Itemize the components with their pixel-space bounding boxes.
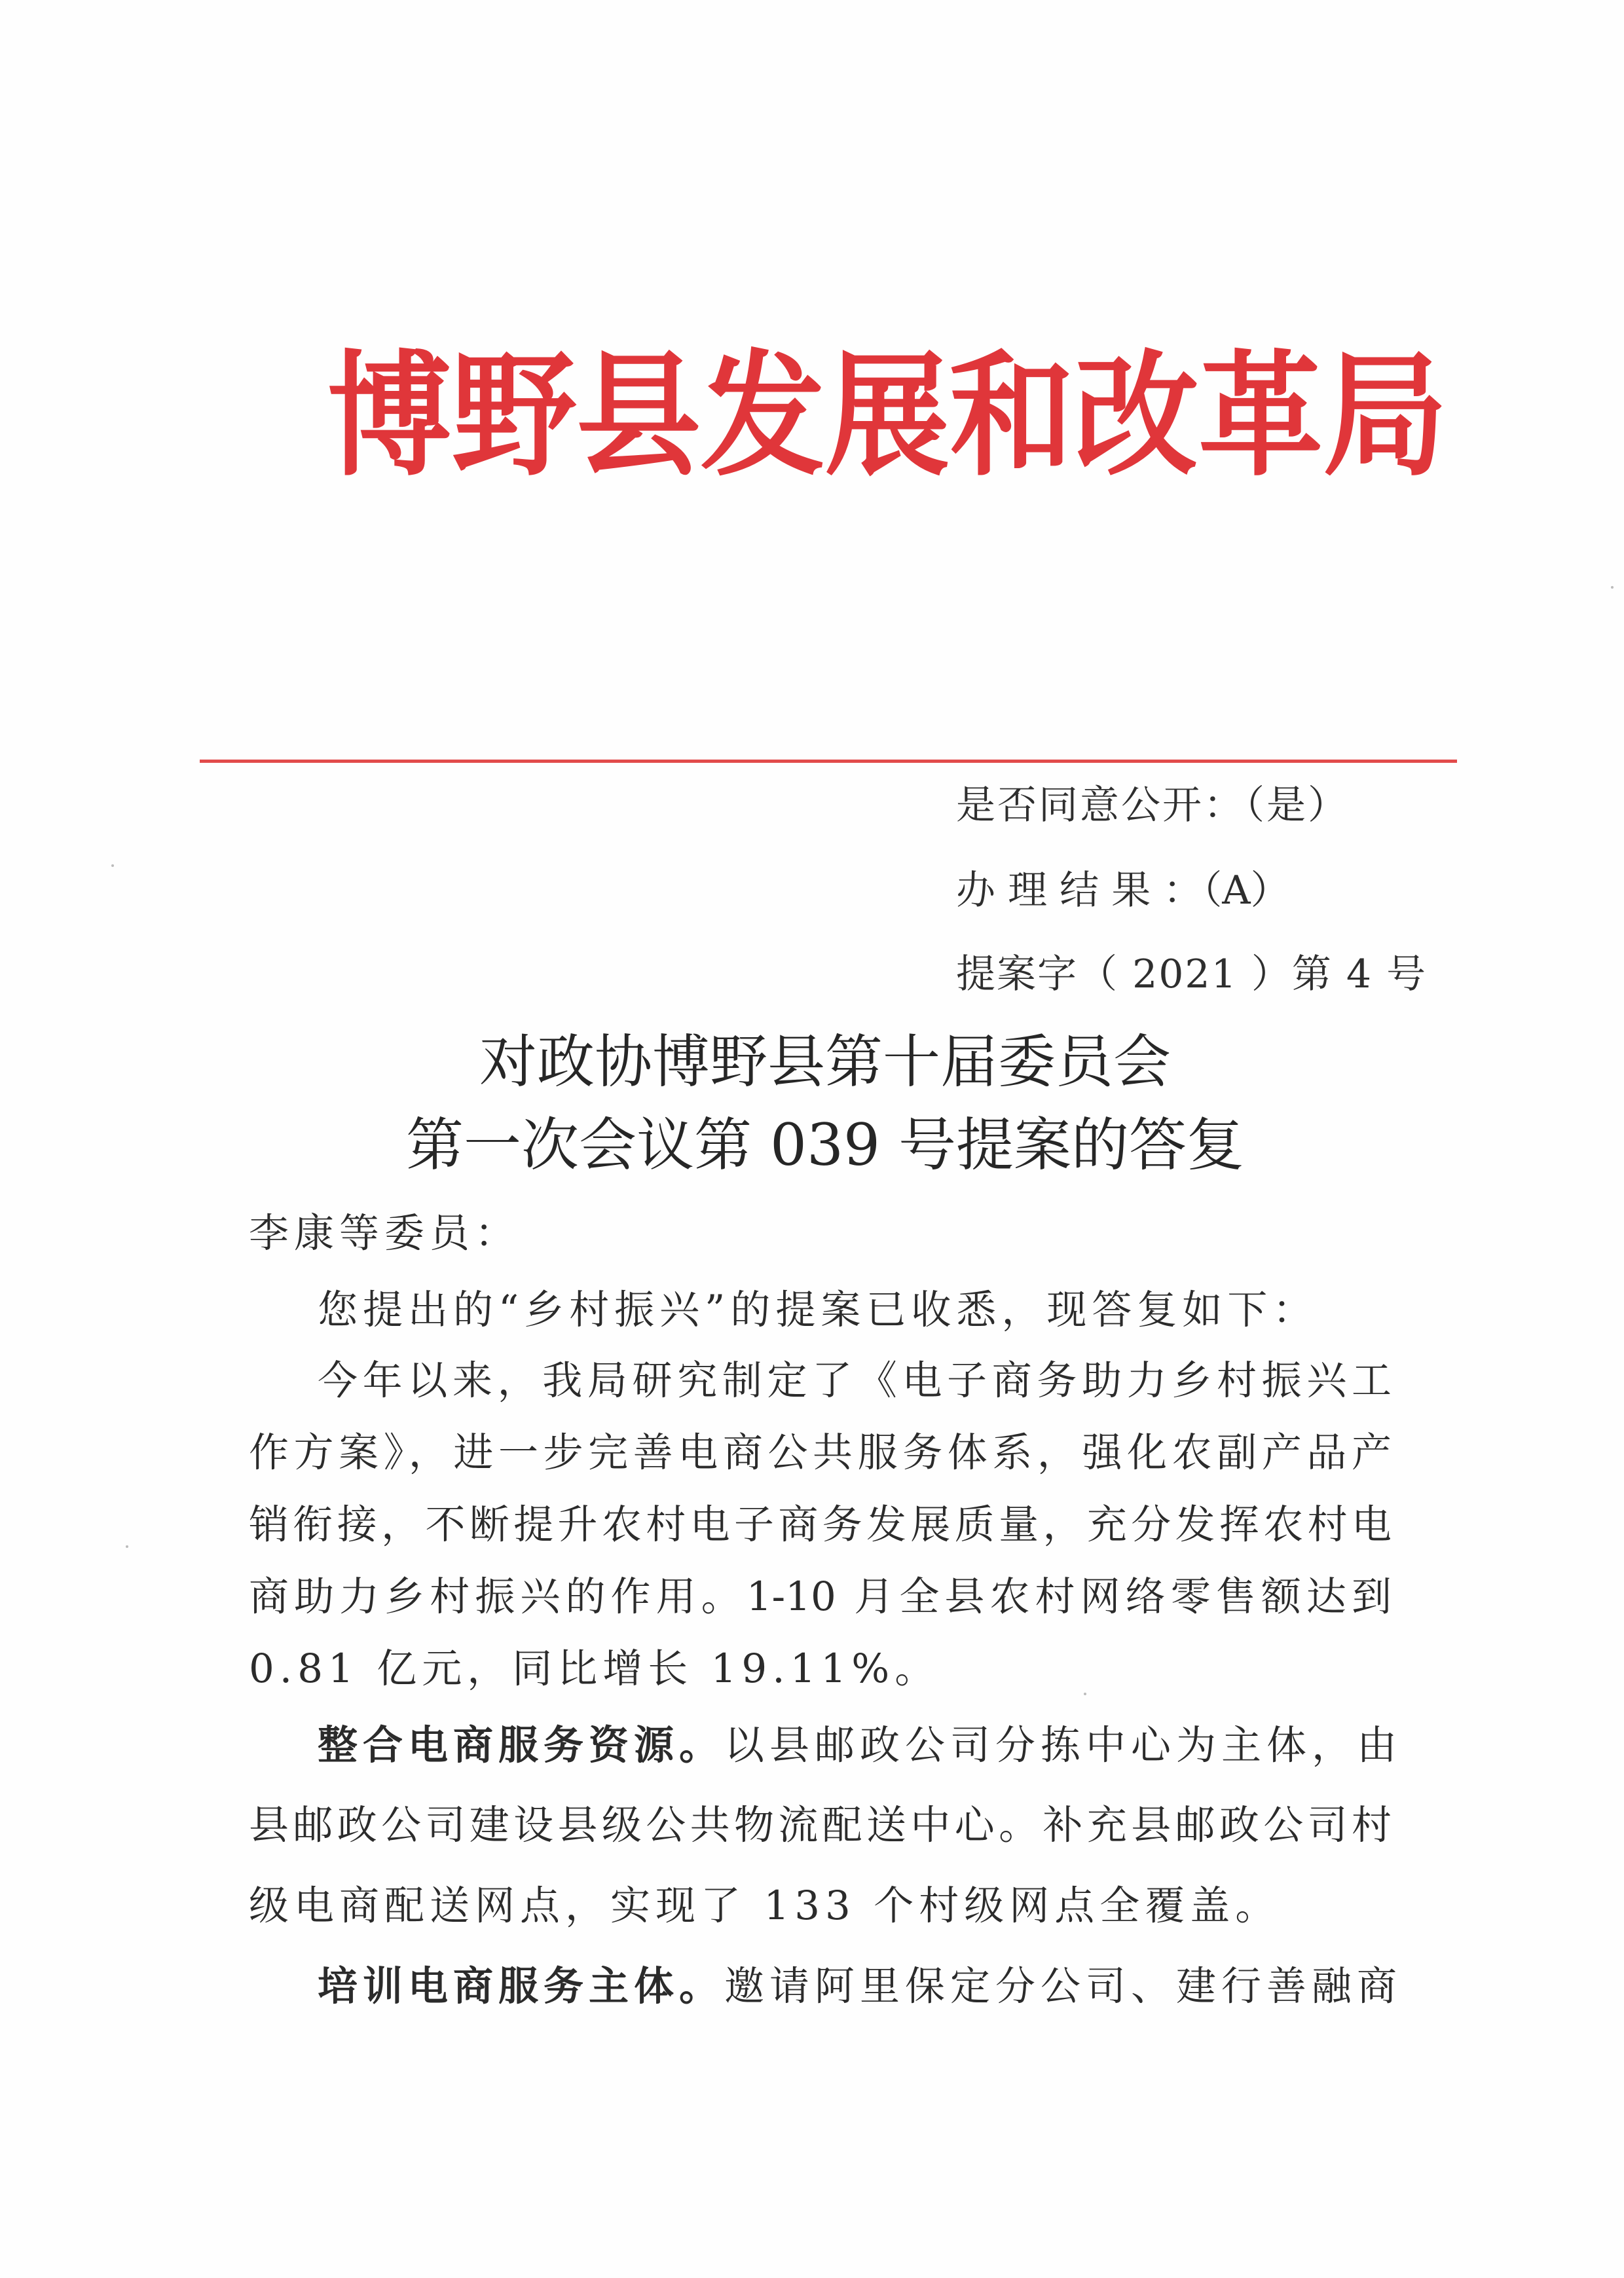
scan-speck xyxy=(1084,1693,1086,1695)
paragraph-1-line: 0.81 亿元，同比增长 19.11%。 xyxy=(249,1645,940,1692)
issuing-authority-header xyxy=(327,337,1448,494)
document-title-line-1: 对政协博野县第十届委员会 xyxy=(479,1028,1171,1095)
document-title-line-2: 第一次会议第 039 号提案的答复 xyxy=(406,1111,1244,1179)
header-char: 发 xyxy=(701,337,826,494)
section-heading: 整合电商服务资源。 xyxy=(318,1722,725,1769)
salutation: 李康等委员： xyxy=(249,1210,521,1257)
paragraph-1-line: 今年以来，我局研究制定了《电子商务助力乡村振兴工 xyxy=(318,1357,1392,1404)
header-char: 展 xyxy=(825,337,950,494)
header-char: 局 xyxy=(1323,337,1448,494)
paragraph-text: 邀请阿里保定分公司、建行善融商 xyxy=(724,1963,1403,2010)
paragraph-1-line: 作方案》，进一步完善电商公共服务体系，强化农副产品产 xyxy=(249,1429,1392,1476)
intro-paragraph: 您提出的“乡村振兴”的提案已收悉，现答复如下： xyxy=(318,1287,1318,1333)
proposal-number-field: 提案字（ 2021 ）第 4 号 xyxy=(956,951,1428,997)
paragraph-1-line: 销衔接，不断提升农村电子商务发展质量，充分发挥农村电 xyxy=(249,1501,1392,1548)
paragraph-2-line: 级电商配送网点，实现了 133 个村级网点全覆盖。 xyxy=(249,1883,1281,1929)
header-char: 县 xyxy=(576,337,701,494)
paragraph-text: 以县邮政公司分拣中心为主体，由 xyxy=(724,1722,1403,1769)
header-divider-rule xyxy=(200,760,1457,763)
header-char: 革 xyxy=(1198,337,1323,494)
section-heading: 培训电商服务主体。 xyxy=(318,1963,725,2010)
header-char: 改 xyxy=(1074,337,1199,494)
header-char: 野 xyxy=(452,337,577,494)
public-consent-field: 是否同意公开：（是） xyxy=(956,782,1349,828)
header-char: 博 xyxy=(327,337,452,494)
paragraph-2-line: 县邮政公司建设县级公共物流配送中心。补充县邮政公司村 xyxy=(249,1802,1392,1848)
handling-result-field: 办 理 结 果 ：（A） xyxy=(956,868,1290,913)
header-char: 和 xyxy=(950,337,1075,494)
scan-speck xyxy=(111,864,114,867)
paragraph-1-line: 商助力乡村振兴的作用。1-10 月全县农村网络零售额达到 xyxy=(249,1573,1392,1620)
paragraph-3-line xyxy=(318,1963,1403,2010)
scan-speck xyxy=(1611,586,1614,589)
paragraph-2-line xyxy=(318,1722,1403,1769)
scan-speck xyxy=(126,1545,128,1548)
